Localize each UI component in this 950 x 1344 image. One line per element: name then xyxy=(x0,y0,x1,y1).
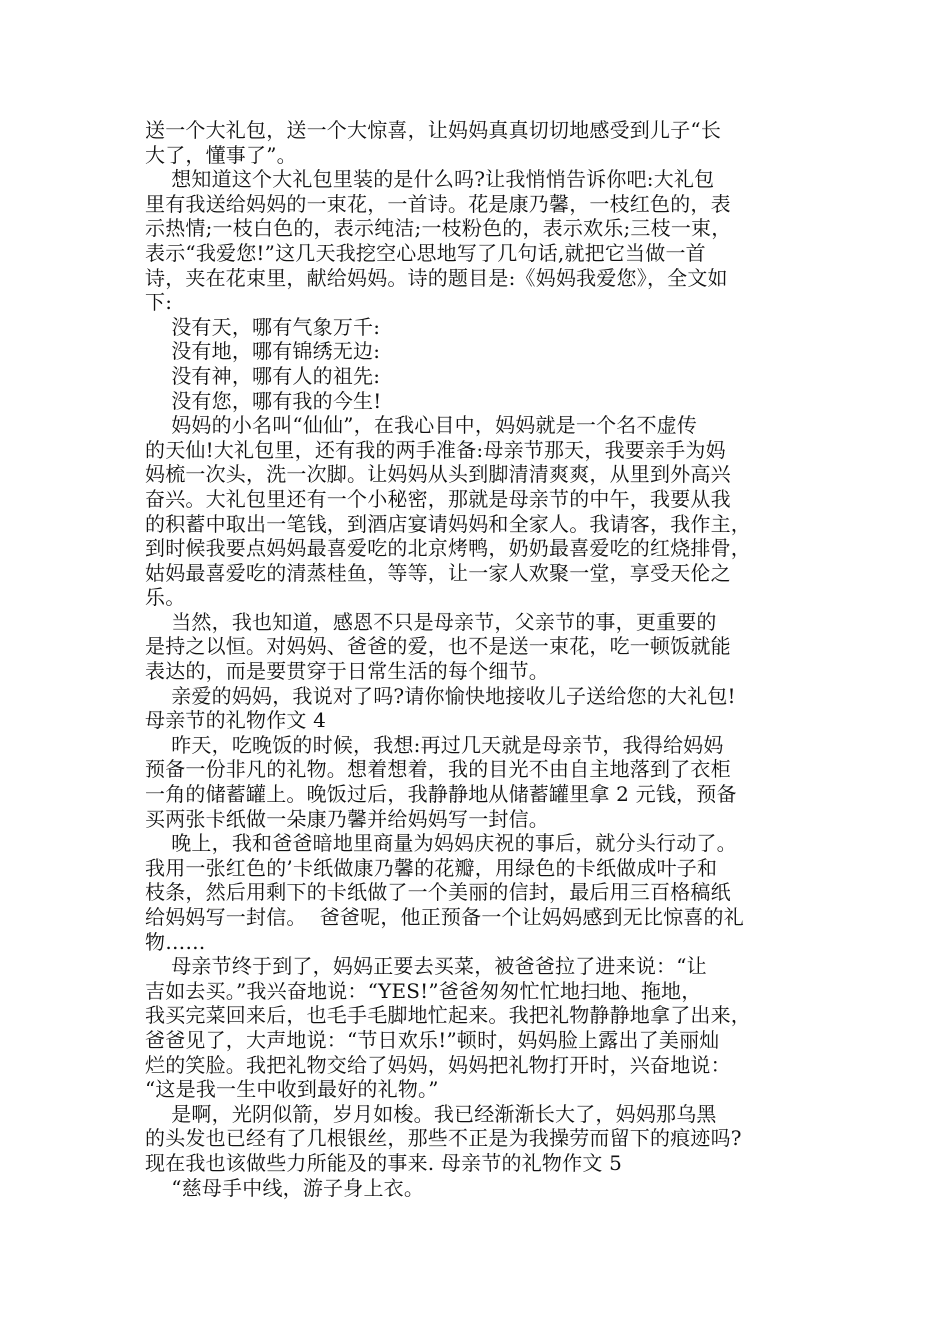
text-line: “慈母手中线，游子身上衣。 xyxy=(145,1175,425,1200)
text-line: 表达的，而是要贯穿于日常生活的每个细节。 xyxy=(145,659,549,684)
document-body xyxy=(145,118,813,1200)
text-line: 奋兴。大礼包里还有一个小秘密，那就是母亲节的中午，我要从我 xyxy=(145,486,731,511)
poem-line: 没有神，哪有人的祖先: xyxy=(145,363,381,388)
text-line: 一角的储蓄罐上。晚饭过后，我静静地从储蓄罐里拿 2 元钱，预备 xyxy=(145,782,737,807)
poem-line: 没有您，哪有我的今生! xyxy=(145,388,382,413)
text-line: 我用一张红色的’卡纸做康乃馨的花瓣，用绿色的卡纸做成叶子和 xyxy=(145,855,718,880)
text-line: 的头发也已经有了几根银丝，那些不正是为我操劳而留下的痕迹吗? xyxy=(145,1126,742,1151)
text-line: 示热情;一枝白色的，表示纯洁;一枝粉色的，表示欢乐;三枝一束， xyxy=(145,216,732,241)
text-line: 送一个大礼包，送一个大惊喜，让妈妈真真切切地感受到儿子“长 xyxy=(145,118,722,142)
text-line: 昨天，吃晚饭的时候，我想:再过几天就是母亲节，我得给妈妈 xyxy=(145,732,724,757)
text-line: 里有我送给妈妈的一束花，一首诗。花是康乃馨，一枝红色的，表 xyxy=(145,191,731,216)
text-line: 母亲节终于到了，妈妈正要去买菜，被爸爸拉了进来说：“让 xyxy=(145,954,707,979)
text-line: 表示“我爱您!”这几天我挖空心思地写了几句话,就把它当做一首 xyxy=(145,240,706,265)
text-line: 的积蓄中取出一笔钱，到酒店宴请妈妈和全家人。我请客，我作主， xyxy=(145,511,751,536)
text-line: 亲爱的妈妈，我说对了吗?请你愉快地接收儿子送给您的大礼包! xyxy=(145,683,736,708)
text-line: 烂的笑脸。我把礼物交给了妈妈，妈妈把礼物打开时，兴奋地说： xyxy=(145,1052,731,1077)
poem-line: 没有天，哪有气象万千: xyxy=(145,314,381,339)
text-line: 给妈妈写一封信。 爸爸呢，他正预备一个让妈妈感到无比惊喜的礼 xyxy=(145,905,744,929)
section-heading: 母亲节的礼物作文 4 xyxy=(145,708,327,733)
text-line: 到时候我要点妈妈最喜爱吃的北京烤鸭，奶奶最喜爱吃的红烧排骨， xyxy=(145,536,751,561)
text-line: 我买完菜回来后，也毛手毛脚地忙起来。我把礼物静静地拿了出来， xyxy=(145,1003,751,1028)
text-line: 下: xyxy=(145,290,173,315)
text-line: 乐。 xyxy=(145,585,186,610)
text-line: 枝条，然后用剩下的卡纸做了一个美丽的信封，最后用三百格稿纸 xyxy=(145,880,731,905)
text-line: 吉如去买。”我兴奋地说：“YES!”爸爸匆匆忙忙地扫地、拖地， xyxy=(145,978,702,1003)
text-line: 当然，我也知道，感恩不只是母亲节，父亲节的事，更重要的 xyxy=(145,609,717,634)
text-line: “这是我一生中收到最好的礼物。” xyxy=(145,1077,439,1102)
poem-line: 没有地，哪有锦绣无边: xyxy=(145,339,381,364)
text-line: 的天仙!大礼包里，还有我的两手准备:母亲节那天，我要亲手为妈 xyxy=(145,437,726,462)
text-line: 现在我也该做些力所能及的事来. 母亲节的礼物作文 5 xyxy=(145,1150,622,1175)
text-line: 是持之以恒。对妈妈、爸爸的爱，也不是送一束花，吃一顿饭就能 xyxy=(145,634,731,659)
text-line: 姑妈最喜爱吃的清蒸桂鱼，等等，让一家人欢聚一堂，享受天伦之 xyxy=(145,560,731,585)
text-line: 妈梳一次头，洗一次脚。让妈妈从头到脚清清爽爽，从里到外高兴 xyxy=(145,462,731,487)
text-line: 预备一份非凡的礼物。想着想着，我的目光不由自主地落到了衣柜 xyxy=(145,757,731,782)
text-line: 想知道这个大礼包里装的是什么吗?让我悄悄告诉你吧:大礼包 xyxy=(145,167,715,192)
text-line: 物…… xyxy=(145,929,206,954)
text-line: 妈妈的小名叫“仙仙”，在我心目中，妈妈就是一个名不虚传 xyxy=(145,413,698,438)
text-line: 诗，夹在花束里，献给妈妈。诗的题目是:《妈妈我爱您》，全文如 xyxy=(145,265,728,290)
text-line: 爸爸见了，大声地说：“节日欢乐!”顿时，妈妈脸上露出了美丽灿 xyxy=(145,1027,720,1052)
text-line: 大了，懂事了”。 xyxy=(145,142,297,167)
text-line: 买两张卡纸做一朵康乃馨并给妈妈写一封信。 xyxy=(145,806,549,831)
text-line: 晚上，我和爸爸暗地里商量为妈妈庆祝的事后，就分头行动了。 xyxy=(145,831,737,856)
text-line: 是啊，光阴似箭，岁月如梭。我已经渐渐长大了，妈妈那乌黑 xyxy=(145,1101,717,1126)
